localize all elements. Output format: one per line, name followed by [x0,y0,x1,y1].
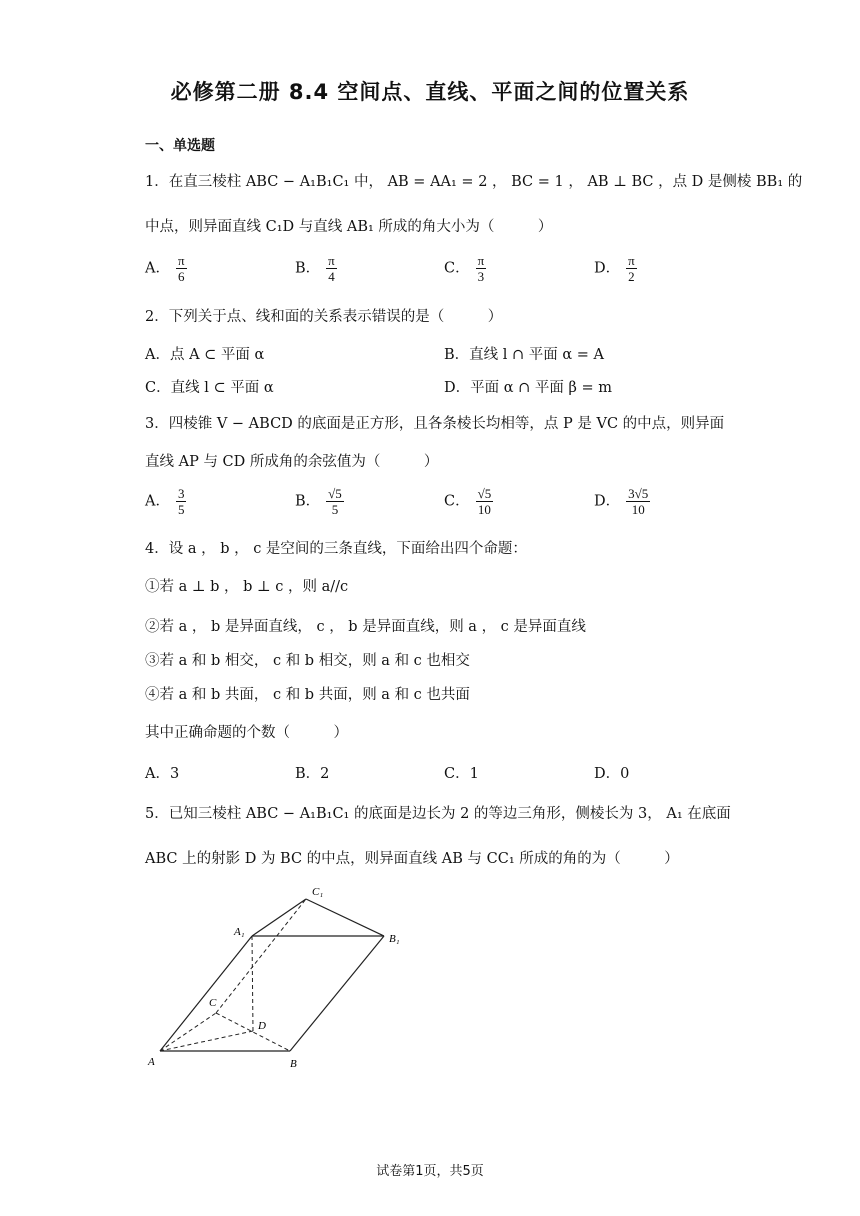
q4-proposition-1: ①若 a ⊥ b ， b ⊥ c ，则 a//c [145,579,349,595]
label-b1: B₁ [389,933,400,945]
q5-stem-line2: ABC 上的射影 D 为 BC 的中点，则异面直线 AB 与 CC₁ 所成的角的为（ ） [145,851,679,867]
label-c1: C₁ [312,886,324,898]
q5-stem-line1: 5．已知三棱柱 ABC − A₁B₁C₁ 的底面是边长为 2 的等边三角形，侧棱长为 3， A₁ 在底面 [145,806,731,822]
prism-figure [140,875,420,1075]
edge-b-b1 [290,936,384,1051]
label-c: C [209,997,217,1009]
q2-option-d: D．平面 α ∩ 平面 β = m [444,380,613,396]
q1-stem-line2: 中点，则异面直线 C₁D 与直线 AB₁ 所成的角大小为（ ） [145,219,553,235]
label-b: B [290,1058,297,1070]
label-a: A [148,1056,155,1068]
page-title: 必修第二册 8.4 空间点、直线、平面之间的位置关系 [170,80,690,104]
edge-c-c1 [216,899,306,1013]
q1-option-a: A． $\frac{\pi}{6}$ [145,253,185,284]
edge-a1-c1 [252,899,306,936]
section-heading: 一、单选题 [145,138,215,154]
edge-c1-b1 [306,899,384,936]
page-footer: 试卷第1页，共5页 [376,1164,484,1179]
edge-c-b [216,1013,290,1051]
q3-option-b: B． $\frac{√5}{5}$ [295,486,342,517]
q1-stem-line1: 1．在直三棱柱 ABC − A₁B₁C₁ 中， AB = AA₁ = 2 ， BC = 1 ， AB ⊥ BC ，点 D 是侧棱 BB₁ 的 [145,174,803,190]
q2-option-b: B．直线 l ∩ 平面 α = A [444,347,605,363]
q4-proposition-4: ④若 a 和 b 共面， c 和 b 共面，则 a 和 c 也共面 [145,687,470,703]
q1-option-c: C． $\frac{\pi}{3}$ [444,253,485,284]
q4-option-a: A．3 [145,766,180,782]
edge-a1-d [252,936,253,1031]
q2-option-a: A．点 A ⊂ 平面 α [145,347,265,363]
q3-option-d: D． $\frac{3√5}{10}$ [594,486,649,517]
q1-option-d: D． $\frac{\pi}{2}$ [594,253,635,284]
q3-option-a: A． $\frac{3}{5}$ [145,486,185,517]
q4-stem: 4．设 a ， b ， c 是空间的三条直线，下面给出四个命题： [145,541,527,557]
q4-question: 其中正确命题的个数（ ） [145,725,348,741]
q4-option-d: D．0 [594,766,630,782]
q3-stem-line2: 直线 AP 与 CD 所成角的余弦值为（ ） [145,454,439,470]
q1-option-b: B． $\frac{\pi}{4}$ [295,253,335,284]
q4-proposition-2: ②若 a ， b 是异面直线， c ， b 是异面直线，则 a ， c 是异面直线 [145,619,586,635]
q2-stem: 2．下列关于点、线和面的关系表示错误的是（ ） [145,309,503,325]
q4-option-b: B．2 [295,766,330,782]
q3-option-c: C． $\frac{√5}{10}$ [444,486,492,517]
label-d: D [258,1020,266,1032]
q2-option-c: C．直线 l ⊂ 平面 α [145,380,274,396]
label-a1: A₁ [234,926,245,938]
q4-proposition-3: ③若 a 和 b 相交， c 和 b 相交，则 a 和 c 也相交 [145,653,470,669]
q3-stem-line1: 3．四棱锥 V − ABCD 的底面是正方形，且各条棱长均相等，点 P 是 VC 的中点，则异面 [145,416,725,432]
q4-option-c: C．1 [444,766,479,782]
